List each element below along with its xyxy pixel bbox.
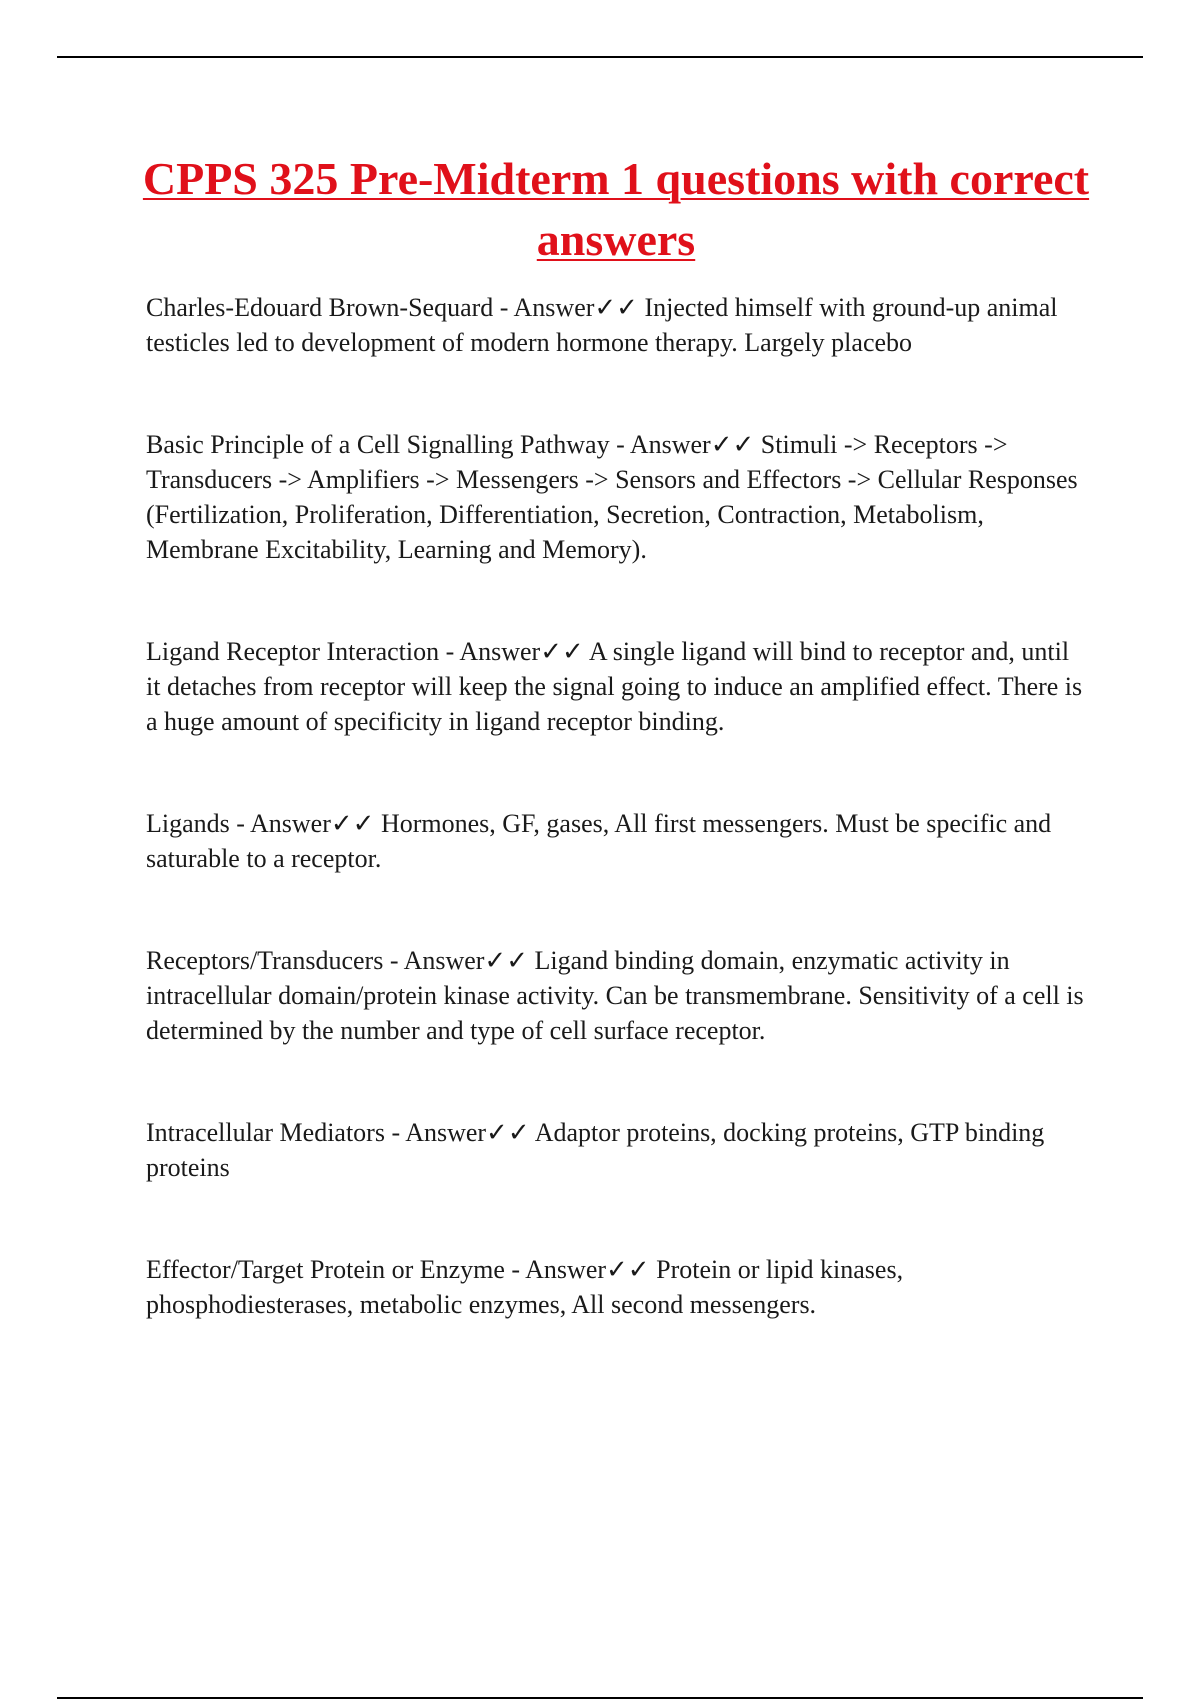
qa-term: Charles-Edouard Brown-Sequard — [146, 293, 494, 322]
qa-item: Effector/Target Protein or Enzyme - Answer✓✓ Protein or lipid kinases, phosphodiesterases, metabolic enzymes, All second messengers. — [146, 1255, 904, 1319]
qa-item: Basic Principle of a Cell Signalling Pathway - Answer✓✓ Stimuli -> Receptors -> Transducers -> Amplifiers -> Messengers -> Sensors and Effectors -> Cellular Responses (Fertilization, Proliferation, Differentiation, Secretion, Contraction, Metabolism, Membrane Excitability, Learning and Memory). — [146, 430, 1078, 564]
document-page — [142, 148, 1090, 1389]
qa-answer: Adaptor proteins, docking proteins, GTP binding proteins — [146, 1118, 1045, 1182]
answer-marker: Answer✓✓ — [250, 809, 375, 838]
qa-item: Charles-Edouard Brown-Sequard - Answer✓✓ Injected himself with ground-up animal testicles led to development of modern hormone therapy. Largely placebo — [146, 293, 1058, 357]
qa-answer: Ligand binding domain, enzymatic activity in intracellular domain/protein kinase activity. Can be transmembrane. Sensitivity of a cell is determined by the number and type of cell surface receptor. — [146, 946, 1084, 1045]
answer-marker: Answer✓✓ — [405, 1118, 530, 1147]
document-title: CPPS 325 Pre-Midterm 1 questions with correct answers — [142, 153, 1090, 265]
top-rule — [57, 56, 1143, 58]
qa-answer: Stimuli -> Receptors -> Transducers -> Amplifiers -> Messengers -> Sensors and Effectors -> Cellular Responses (Fertilization, Proliferation, Differentiation, Secretion, Contraction, Metabolism, Membrane Excitability, Learning and Memory). — [146, 430, 1078, 564]
bottom-rule — [57, 1697, 1143, 1699]
answer-marker: Answer✓✓ — [525, 1255, 650, 1284]
answer-marker: Answer✓✓ — [629, 430, 755, 459]
qa-term: Ligands — [146, 809, 230, 838]
qa-term: Basic Principle of a Cell Signalling Pathway — [146, 430, 610, 459]
qa-term: Ligand Receptor Interaction — [146, 637, 440, 666]
qa-item: Ligands - Answer✓✓ Hormones, GF, gases, All first messengers. Must be specific and saturable to a receptor. — [146, 809, 1052, 873]
answer-marker: Answer✓✓ — [513, 293, 638, 322]
qa-list — [146, 290, 1086, 1322]
qa-answer: A single ligand will bind to receptor and, until it detaches from receptor will keep the signal going to induce an amplified effect. There is a huge amount of specificity in ligand receptor binding. — [146, 637, 1083, 736]
qa-item: Receptors/Transducers - Answer✓✓ Ligand binding domain, enzymatic activity in intracellular domain/protein kinase activity. Can be transmembrane. Sensitivity of a cell is determined by the number and type of cell surface receptor. — [146, 946, 1084, 1045]
answer-marker: Answer✓✓ — [459, 637, 584, 666]
qa-term: Receptors/Transducers — [146, 946, 384, 975]
qa-answer: Protein or lipid kinases, phosphodiesterases, metabolic enzymes, All second messengers. — [146, 1255, 904, 1319]
answer-marker: Answer✓✓ — [403, 946, 529, 975]
qa-term: Effector/Target Protein or Enzyme — [146, 1255, 505, 1284]
qa-answer: Injected himself with ground-up animal testicles led to development of modern hormone therapy. Largely placebo — [146, 293, 1058, 357]
qa-answer: Hormones, GF, gases, All first messengers. Must be specific and saturable to a receptor. — [146, 809, 1052, 873]
qa-term: Intracellular Mediators — [146, 1118, 385, 1147]
qa-item: Ligand Receptor Interaction - Answer✓✓ A single ligand will bind to receptor and, until it detaches from receptor will keep the signal going to induce an amplified effect. There is a huge amount of specificity in ligand receptor binding. — [146, 637, 1083, 736]
qa-item: Intracellular Mediators - Answer✓✓ Adaptor proteins, docking proteins, GTP binding proteins — [146, 1118, 1045, 1182]
